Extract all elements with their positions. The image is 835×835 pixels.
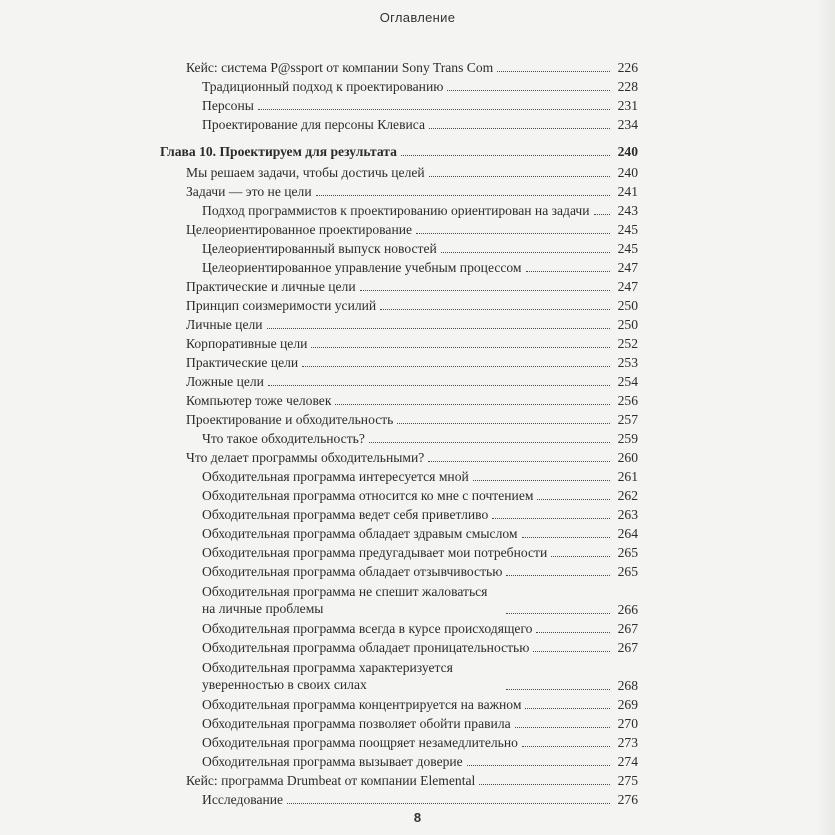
- toc-entry-title: Обходительная программа относится ко мне с почтением: [202, 488, 534, 503]
- toc-entry-page: 247: [617, 260, 638, 275]
- toc-entry-page: 247: [617, 279, 638, 294]
- dot-leader: [533, 651, 610, 652]
- toc-entry-page: 234: [617, 117, 638, 132]
- dot-leader: [447, 90, 610, 91]
- toc-entry: [160, 237, 638, 256]
- dot-leader: [526, 271, 610, 272]
- dot-leader: [551, 556, 610, 557]
- toc-entry: [160, 389, 638, 408]
- toc-entry-page: 259: [617, 431, 638, 446]
- dot-leader: [441, 252, 610, 253]
- toc-entry: [160, 332, 638, 351]
- toc-chapter-entry: [160, 140, 638, 159]
- toc-entry-title: Практические цели: [186, 355, 299, 370]
- toc-entry-page: 265: [617, 564, 638, 579]
- toc-entry-page: 270: [617, 716, 638, 731]
- toc-entry: [160, 94, 638, 113]
- dot-leader: [497, 71, 610, 72]
- toc-entry: [160, 522, 638, 541]
- dot-leader: [429, 176, 610, 177]
- toc-entry-title: Подход программистов к проектированию ориентирован на задачи: [202, 203, 590, 218]
- dot-leader: [287, 803, 610, 804]
- dot-leader: [522, 746, 610, 747]
- toc-entry: [160, 560, 638, 579]
- toc-entry-page: 226: [617, 60, 638, 75]
- toc-entry-title: Корпоративные цели: [186, 336, 308, 351]
- toc-entry-page: 250: [617, 298, 638, 313]
- toc-entry-title: Целеориентированный выпуск новостей: [202, 241, 437, 256]
- toc-entry: [160, 579, 638, 617]
- toc-entry-page: 268: [617, 678, 638, 693]
- toc-entry-title: Практические и личные цели: [186, 279, 356, 294]
- dot-leader: [515, 727, 610, 728]
- toc-entry: [160, 56, 638, 75]
- toc-entry: [160, 446, 638, 465]
- toc-entry: [160, 408, 638, 427]
- toc-entry-title: Целеориентированное проектирование: [186, 222, 413, 237]
- dot-leader: [302, 366, 610, 367]
- toc-entry: [160, 769, 638, 788]
- toc-entry: [160, 294, 638, 313]
- toc-entry-page: 253: [617, 355, 638, 370]
- toc-entry-title: Обходительная программа концентрируется на важном: [202, 697, 522, 712]
- toc-entry-title: Ложные цели: [186, 374, 264, 389]
- dot-leader: [429, 128, 610, 129]
- toc-entry-page: 257: [617, 412, 638, 427]
- toc-entry: [160, 161, 638, 180]
- toc-entry: [160, 636, 638, 655]
- dot-leader: [416, 233, 610, 234]
- dot-leader: [525, 708, 610, 709]
- toc-entry-title: Личные цели: [186, 317, 263, 332]
- dot-leader: [335, 404, 610, 405]
- toc-entry-page: 228: [617, 79, 638, 94]
- dot-leader: [397, 423, 610, 424]
- dot-leader: [467, 765, 610, 766]
- toc-entry-title: Обходительная программа всегда в курсе происходящего: [202, 621, 533, 636]
- dot-leader: [268, 385, 610, 386]
- dot-leader: [380, 309, 610, 310]
- toc-entry-page: 250: [617, 317, 638, 332]
- dot-leader: [428, 461, 610, 462]
- page-edge-shadow: [817, 0, 835, 835]
- toc-entry-page: 269: [617, 697, 638, 712]
- toc-entry: [160, 712, 638, 731]
- toc-entry-title: Обходительная программа характеризуется уверенностью в своих силах: [202, 660, 453, 692]
- page-number: 8: [413, 810, 422, 825]
- dot-leader: [506, 575, 610, 576]
- dot-leader: [536, 632, 610, 633]
- toc-entry-page: 266: [617, 602, 638, 617]
- toc-entry-title: Проектирование для персоны Клевиса: [202, 117, 426, 132]
- toc-entry: [160, 541, 638, 560]
- toc-entry: [160, 484, 638, 503]
- toc-entry: [160, 370, 638, 389]
- toc-entry: [160, 113, 638, 132]
- toc-entry-page: 252: [617, 336, 638, 351]
- toc-entry-title: Обходительная программа предугадывает мои потребности: [202, 545, 548, 560]
- toc-entry-page: 256: [617, 393, 638, 408]
- toc-entry-page: 276: [617, 792, 638, 807]
- toc-entry-title: Компьютер тоже человек: [186, 393, 332, 408]
- toc-entry-page: 245: [617, 222, 638, 237]
- toc-entry-page: 254: [617, 374, 638, 389]
- toc-entry-page: 240: [617, 144, 638, 159]
- toc-entry-page: 243: [617, 203, 638, 218]
- toc-entry-page: 267: [617, 640, 638, 655]
- toc-entry-title: Обходительная программа обладает отзывчивостью: [202, 564, 503, 579]
- toc-entry-page: 245: [617, 241, 638, 256]
- toc-entry-title: Кейс: система P@ssport от компании Sony Trans Com: [186, 60, 494, 75]
- toc-entry: [160, 275, 638, 294]
- toc-entry: [160, 218, 638, 237]
- dot-leader: [267, 328, 610, 329]
- toc-entry-page: 261: [617, 469, 638, 484]
- toc-entry: [160, 180, 638, 199]
- toc-entry-page: 262: [617, 488, 638, 503]
- toc-entry-page: 241: [617, 184, 638, 199]
- dot-leader: [537, 499, 610, 500]
- toc-entry-title: Что делает программы обходительными?: [186, 450, 425, 465]
- table-of-contents: [160, 56, 638, 807]
- toc-entry: [160, 750, 638, 769]
- dot-leader: [522, 537, 611, 538]
- toc-entry-page: 260: [617, 450, 638, 465]
- toc-entry-title: Мы решаем задачи, чтобы достичь целей: [186, 165, 425, 180]
- toc-entry-title: Принцип соизмеримости усилий: [186, 298, 377, 313]
- toc-entry: [160, 503, 638, 522]
- toc-entry: [160, 313, 638, 332]
- toc-entry-title: Кейс: программа Drumbeat от компании Elemental: [186, 773, 476, 788]
- dot-leader: [594, 214, 610, 215]
- toc-entry: [160, 199, 638, 218]
- toc-entry-title: Обходительная программа обладает проницательностью: [202, 640, 530, 655]
- dot-leader: [479, 784, 610, 785]
- toc-entry-page: 263: [617, 507, 638, 522]
- toc-entry-page: 231: [617, 98, 638, 113]
- toc-entry: [160, 75, 638, 94]
- toc-entry-page: 275: [617, 773, 638, 788]
- dot-leader: [506, 613, 610, 614]
- toc-entry: [160, 351, 638, 370]
- toc-entry-title: Обходительная программа позволяет обойти правила: [202, 716, 511, 731]
- toc-entry: [160, 693, 638, 712]
- dot-leader: [473, 480, 610, 481]
- dot-leader: [492, 518, 610, 519]
- toc-entry: [160, 256, 638, 275]
- toc-entry-page: 273: [617, 735, 638, 750]
- dot-leader: [401, 155, 610, 156]
- dot-leader: [360, 290, 610, 291]
- toc-entry-page: 240: [617, 165, 638, 180]
- toc-entry: [160, 788, 638, 807]
- running-head: Оглавление: [379, 10, 456, 25]
- toc-entry-page: 264: [617, 526, 638, 541]
- toc-entry: [160, 617, 638, 636]
- toc-entry-title: Глава 10. Проектируем для результата: [160, 144, 397, 159]
- toc-entry-title: Обходительная программа вызывает доверие: [202, 754, 463, 769]
- toc-entry-title: Обходительная программа обладает здравым смыслом: [202, 526, 518, 541]
- toc-entry-title: Целеориентированное управление учебным процессом: [202, 260, 522, 275]
- toc-entry-title: Обходительная программа интересуется мной: [202, 469, 469, 484]
- dot-leader: [311, 347, 610, 348]
- dot-leader: [316, 195, 610, 196]
- toc-entry-title: Обходительная программа ведет себя приветливо: [202, 507, 489, 522]
- toc-entry-title: Задачи — это не цели: [186, 184, 312, 199]
- dot-leader: [369, 442, 610, 443]
- toc-entry-title: Исследование: [202, 792, 284, 807]
- toc-entry-title: Проектирование и обходительность: [186, 412, 394, 427]
- dot-leader: [506, 689, 610, 690]
- toc-entry-page: 265: [617, 545, 638, 560]
- toc-entry-title: Обходительная программа поощряет незамедлительно: [202, 735, 518, 750]
- toc-entry-title: Обходительная программа не спешит жаловаться на личные проблемы: [202, 584, 488, 616]
- toc-entry: [160, 465, 638, 484]
- toc-entry-title: Традиционный подход к проектированию: [202, 79, 444, 94]
- toc-entry-title: Что такое обходительность?: [202, 431, 365, 446]
- dot-leader: [258, 109, 610, 110]
- toc-entry-title: Персоны: [202, 98, 254, 113]
- toc-entry: [160, 655, 638, 693]
- toc-entry: [160, 731, 638, 750]
- toc-entry: [160, 427, 638, 446]
- toc-entry-page: 274: [617, 754, 638, 769]
- toc-entry-page: 267: [617, 621, 638, 636]
